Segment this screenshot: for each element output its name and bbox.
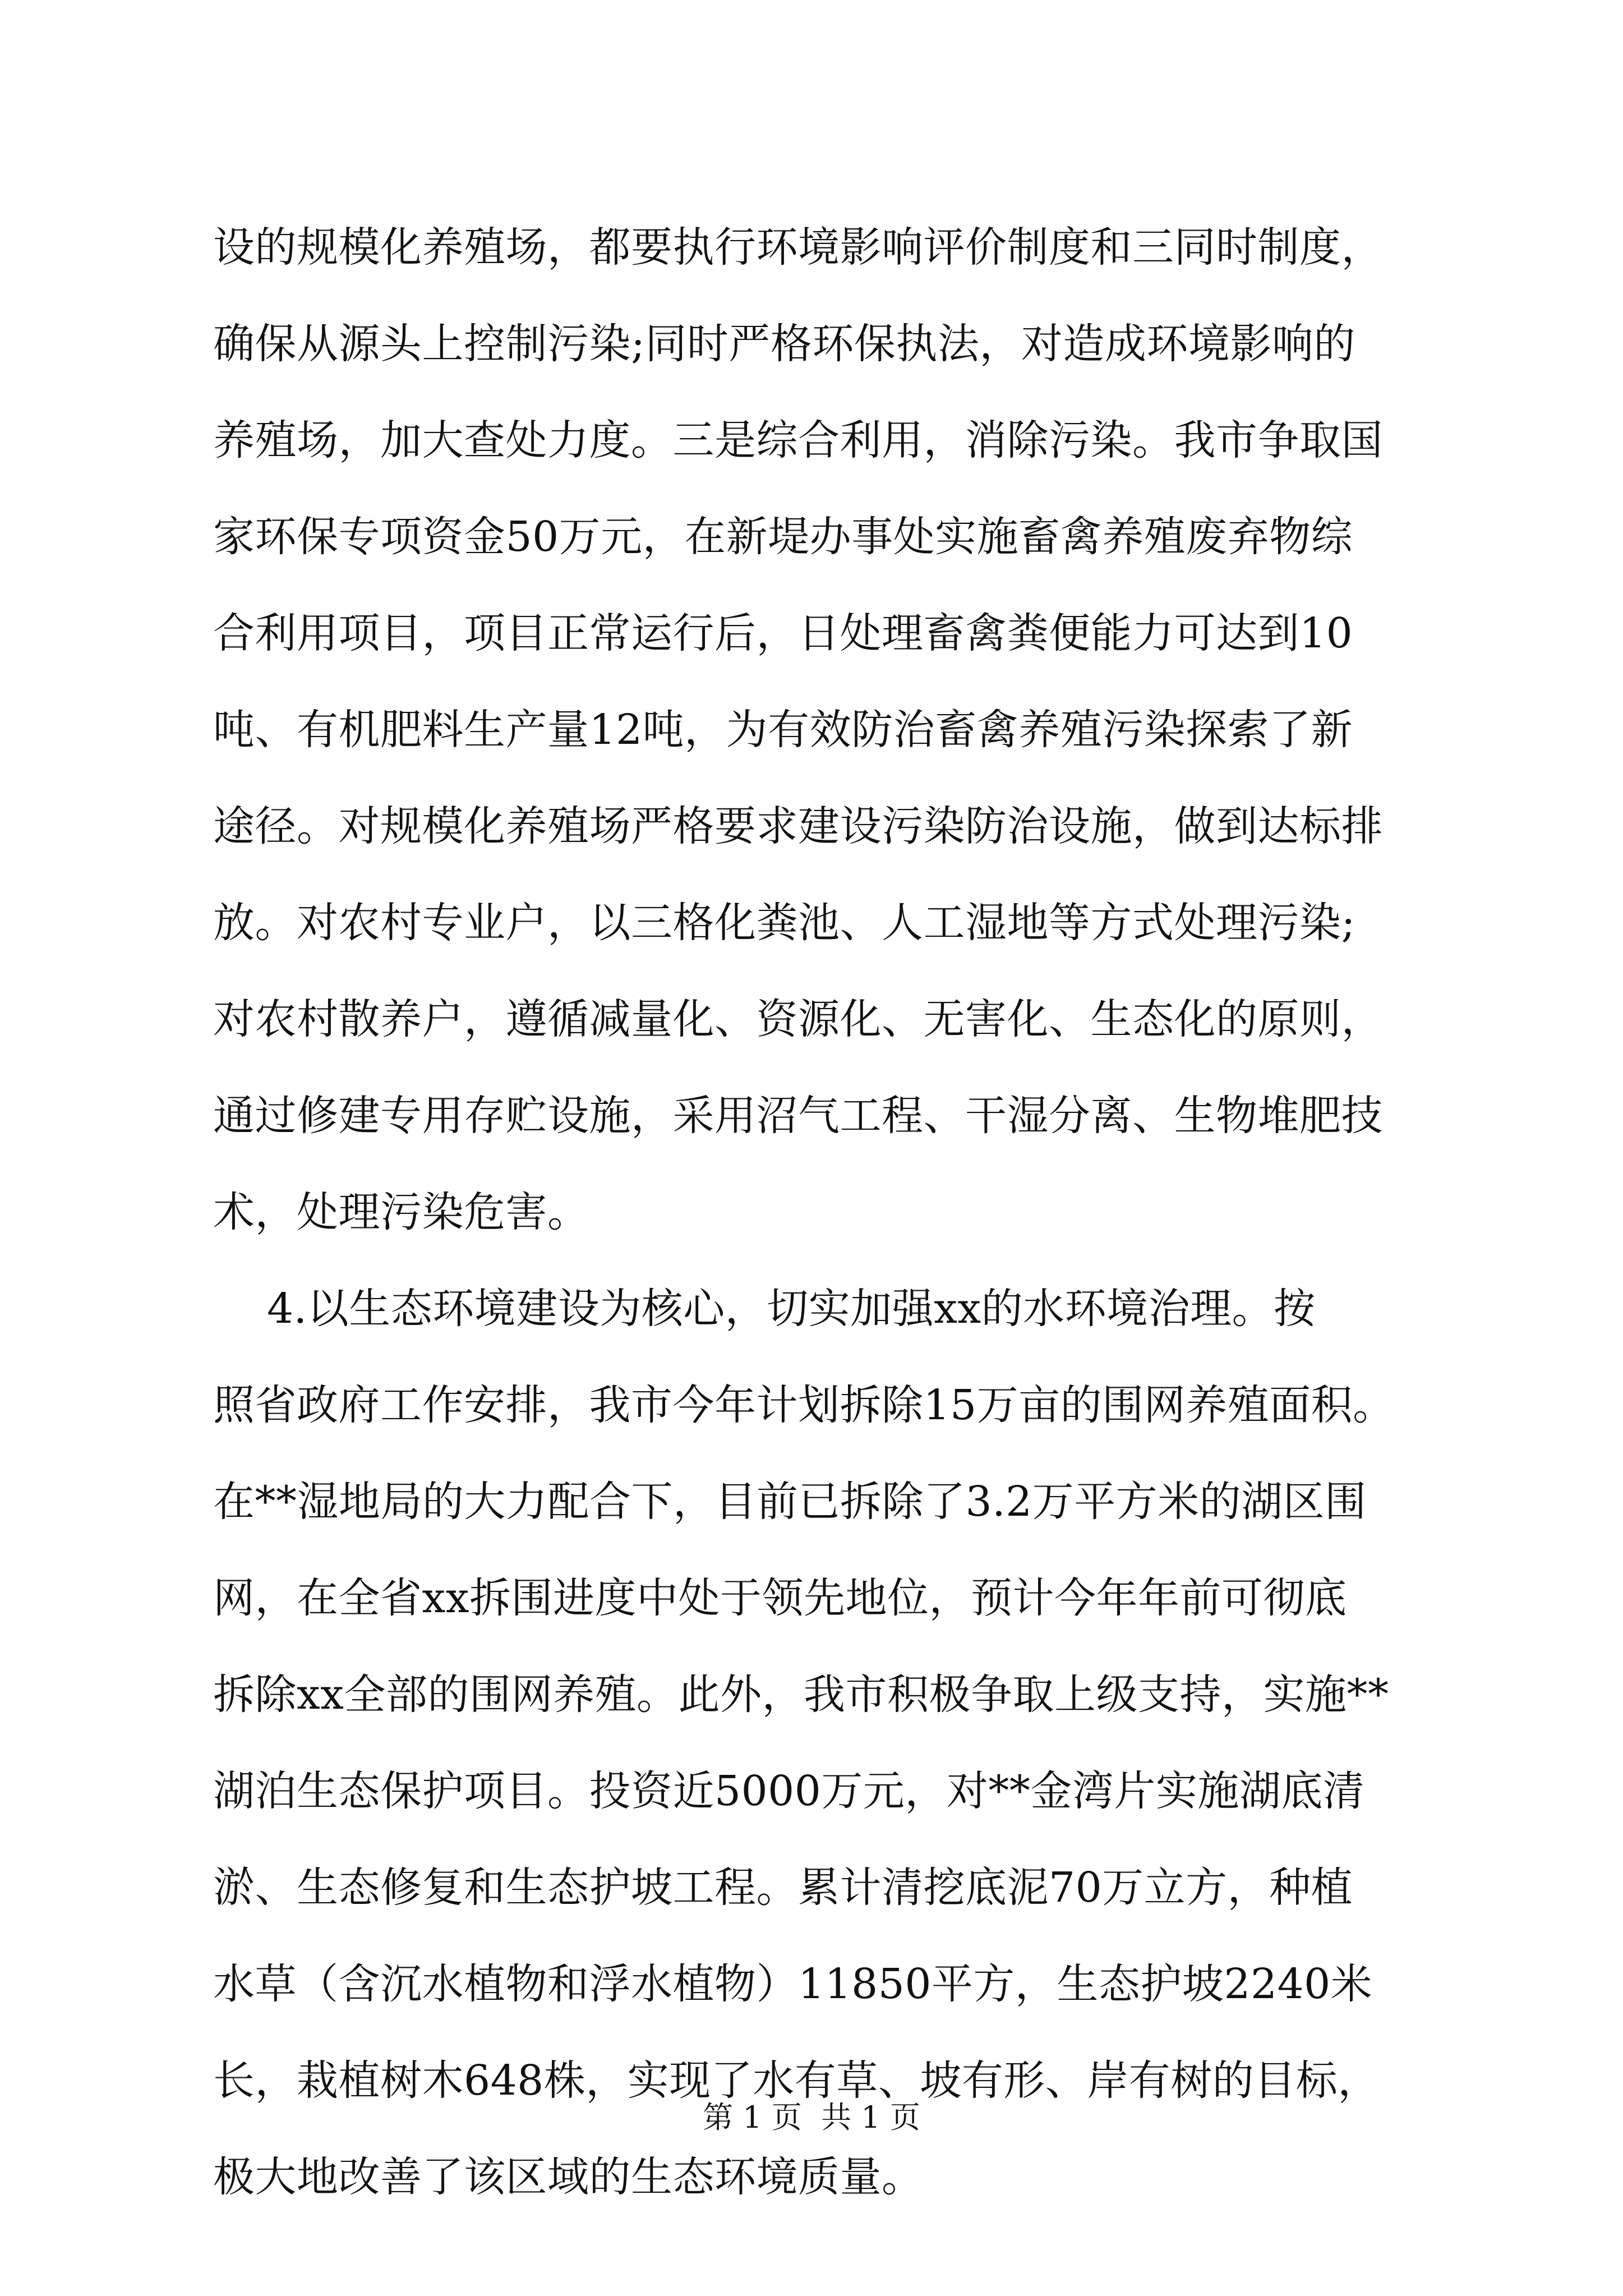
text-line: 照省政府工作安排，我市今年计划拆除15万亩的围网养殖面积。 [213,1381,1395,1429]
text-line: 极大地改善了该区域的生态环境质量。 [213,2153,924,2201]
text-line: 确保从源头上控制污染;同时严格环保执法，对造成环境影响的 [213,320,1355,368]
text-line: 养殖场，加大查处力度。三是综合利用，消除污染。我市争取国 [213,416,1383,464]
text-line: 网，在全省xx拆围进度中处于领先地位，预计今年年前可彻底 [213,1574,1347,1622]
text-line: 在**湿地局的大力配合下，目前已拆除了3.2万平方米的湖区围 [213,1478,1367,1526]
text-line: 家环保专项资金50万元，在新堤办事处实施畜禽养殖废弃物综 [213,513,1353,561]
text-line: 合利用项目，项目正常运行后，日处理畜禽粪便能力可达到10 [213,609,1353,657]
page-footer [0,2098,1623,2137]
text-line: 拆除xx全部的围网养殖。此外，我市积极争取上级支持，实施** [213,1671,1389,1719]
text-line: 长，栽植树木648株，实现了水有草、坡有形、岸有树的目标， [213,2056,1380,2105]
text-line: 吨、有机肥料生产量12吨，为有效防治畜禽养殖污染探索了新 [213,706,1353,754]
text-line: 设的规模化养殖场，都要执行环境影响评价制度和三同时制度， [213,223,1383,272]
text-line: 淤、生态修复和生态护坡工程。累计清挖底泥70万立方，种植 [213,1864,1353,1912]
text-line: 通过修建专用存贮设施，采用沼气工程、干湿分离、生物堆肥技 [213,1092,1383,1140]
text-line: 对农村散养户，遵循减量化、资源化、无害化、生态化的原则， [213,995,1383,1043]
text-line: 湖泊生态保护项目。投资近5000万元，对**金湾片实施湖底清 [213,1767,1365,1815]
text-line: 4.以生态环境建设为核心，切实加强xx的水环境治理。按 [213,1285,1316,1333]
text-line: 途径。对规模化养殖场严格要求建设污染防治设施，做到达标排 [213,802,1383,850]
text-line: 水草（含沉水植物和浮水植物）11850平方，生态护坡2240米 [213,1960,1373,2008]
document-body [213,199,1436,2225]
text-line: 术，处理污染危害。 [213,1188,589,1236]
page-number-label: 第 1 页 共 1 页 [703,2100,920,2135]
text-line: 放。对农村专业户，以三格化粪池、人工湿地等方式处理污染; [213,899,1355,947]
